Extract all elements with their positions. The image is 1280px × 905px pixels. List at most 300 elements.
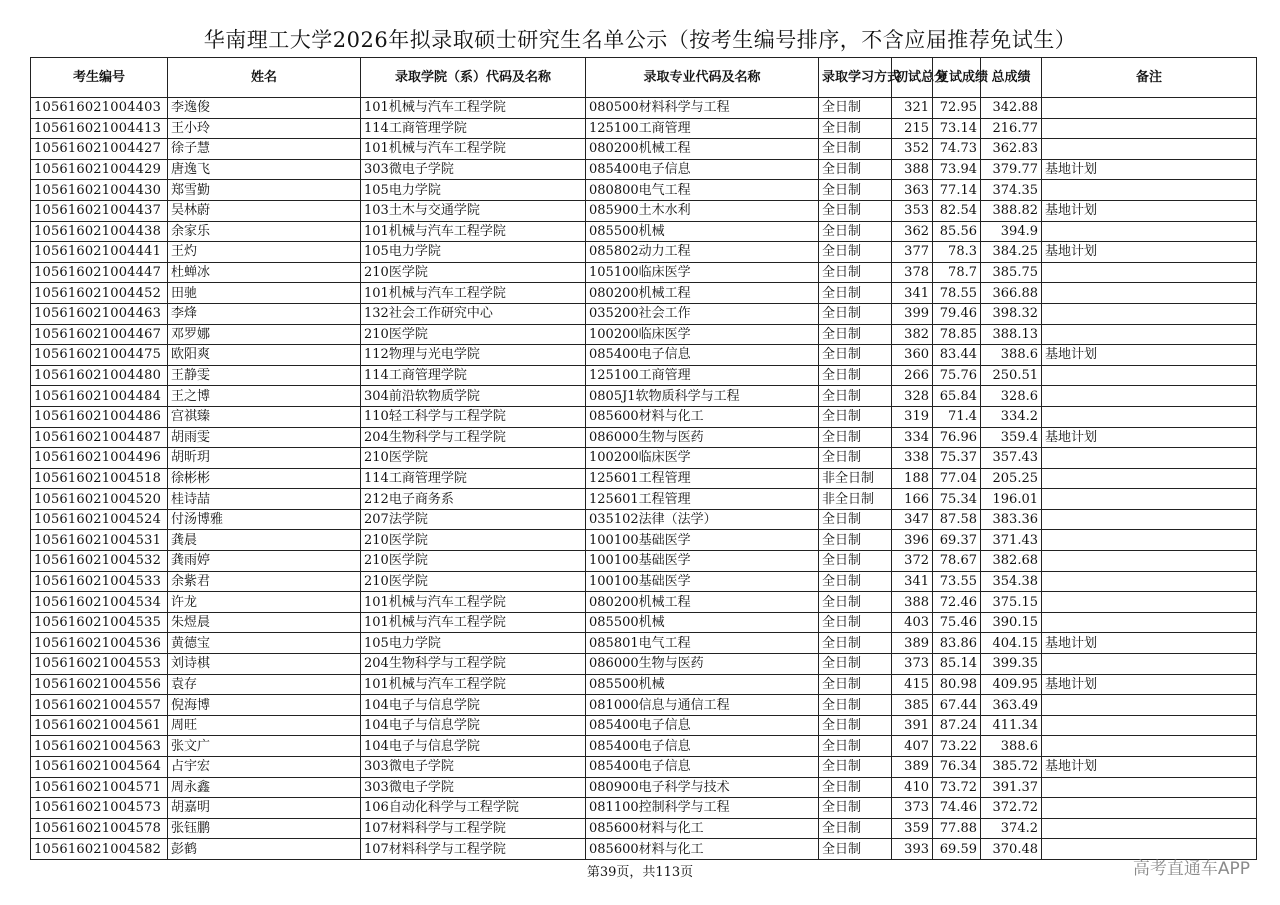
study-mode-cell: 全日制 <box>819 345 892 366</box>
college-cell: 210医学院 <box>361 262 586 283</box>
exam-id-cell: 105616021004553 <box>31 654 168 675</box>
college-cell: 210医学院 <box>361 448 586 469</box>
retest-score-cell: 77.14 <box>933 180 981 201</box>
major-cell: 086000生物与医药 <box>586 654 819 675</box>
college-cell: 303微电子学院 <box>361 757 586 778</box>
college-cell: 107材料科学与工程学院 <box>361 818 586 839</box>
exam-id-cell: 105616021004518 <box>31 468 168 489</box>
name-cell: 周旺 <box>168 715 361 736</box>
total-score-cell: 394.9 <box>981 221 1042 242</box>
name-cell: 朱煜晨 <box>168 612 361 633</box>
remarks-cell <box>1042 818 1257 839</box>
remarks-cell <box>1042 798 1257 819</box>
prelim-score-cell: 321 <box>892 98 933 119</box>
study-mode-cell: 全日制 <box>819 818 892 839</box>
study-mode-cell: 全日制 <box>819 448 892 469</box>
study-mode-cell: 全日制 <box>819 139 892 160</box>
study-mode-cell: 全日制 <box>819 633 892 654</box>
exam-id-cell: 105616021004437 <box>31 200 168 221</box>
table-row <box>31 200 1257 221</box>
prelim-score-cell: 359 <box>892 818 933 839</box>
college-cell: 105电力学院 <box>361 242 586 263</box>
remarks-cell <box>1042 777 1257 798</box>
major-cell: 081000信息与通信工程 <box>586 695 819 716</box>
study-mode-cell: 全日制 <box>819 839 892 860</box>
table-row <box>31 571 1257 592</box>
name-cell: 李逸俊 <box>168 98 361 119</box>
prelim-score-cell: 373 <box>892 654 933 675</box>
study-mode-cell: 全日制 <box>819 200 892 221</box>
retest-score-cell: 73.14 <box>933 118 981 139</box>
table-row <box>31 509 1257 530</box>
college-cell: 101机械与汽车工程学院 <box>361 612 586 633</box>
prelim-score-cell: 363 <box>892 180 933 201</box>
retest-score-cell: 82.54 <box>933 200 981 221</box>
major-cell: 085801电气工程 <box>586 633 819 654</box>
table-row <box>31 633 1257 654</box>
retest-score-cell: 78.67 <box>933 551 981 572</box>
major-cell: 085500机械 <box>586 612 819 633</box>
remarks-cell <box>1042 530 1257 551</box>
prelim-score-cell: 334 <box>892 427 933 448</box>
college-cell: 101机械与汽车工程学院 <box>361 221 586 242</box>
college-cell: 210医学院 <box>361 324 586 345</box>
major-cell: 085500机械 <box>586 221 819 242</box>
page-number: 第39页，共113页 <box>586 865 694 880</box>
table-row <box>31 98 1257 119</box>
exam-id-cell: 105616021004430 <box>31 180 168 201</box>
admission-table <box>30 57 1257 860</box>
name-cell: 宫祺臻 <box>168 406 361 427</box>
table-row <box>31 695 1257 716</box>
exam-id-cell: 105616021004557 <box>31 695 168 716</box>
college-cell: 114工商管理学院 <box>361 118 586 139</box>
major-cell: 100100基础医学 <box>586 571 819 592</box>
remarks-cell <box>1042 221 1257 242</box>
study-mode-cell: 全日制 <box>819 98 892 119</box>
exam-id-cell: 105616021004475 <box>31 345 168 366</box>
college-cell: 204生物科学与工程学院 <box>361 654 586 675</box>
table-row <box>31 777 1257 798</box>
retest-score-cell: 76.34 <box>933 757 981 778</box>
exam-id-cell: 105616021004413 <box>31 118 168 139</box>
remarks-cell <box>1042 489 1257 510</box>
study-mode-cell: 全日制 <box>819 180 892 201</box>
table-row <box>31 283 1257 304</box>
college-cell: 132社会工作研究中心 <box>361 303 586 324</box>
remarks-cell <box>1042 324 1257 345</box>
study-mode-cell: 全日制 <box>819 242 892 263</box>
study-mode-cell: 全日制 <box>819 509 892 530</box>
total-score-cell: 342.88 <box>981 98 1042 119</box>
name-cell: 徐彬彬 <box>168 468 361 489</box>
name-cell: 王灼 <box>168 242 361 263</box>
name-cell: 许龙 <box>168 592 361 613</box>
name-cell: 杜蝉冰 <box>168 262 361 283</box>
table-row <box>31 406 1257 427</box>
name-cell: 王静雯 <box>168 365 361 386</box>
prelim-score-cell: 382 <box>892 324 933 345</box>
exam-id-cell: 105616021004531 <box>31 530 168 551</box>
name-cell: 唐逸飞 <box>168 159 361 180</box>
retest-score-cell: 72.95 <box>933 98 981 119</box>
exam-id-cell: 105616021004564 <box>31 757 168 778</box>
prelim-score-cell: 188 <box>892 468 933 489</box>
name-cell: 余紫君 <box>168 571 361 592</box>
table-row <box>31 736 1257 757</box>
study-mode-cell: 非全日制 <box>819 489 892 510</box>
total-score-cell: 362.83 <box>981 139 1042 160</box>
table-row <box>31 757 1257 778</box>
remarks-cell <box>1042 283 1257 304</box>
exam-id-cell: 105616021004403 <box>31 98 168 119</box>
study-mode-cell: 全日制 <box>819 715 892 736</box>
total-score-cell: 388.6 <box>981 345 1042 366</box>
major-cell: 035102法律（法学） <box>586 509 819 530</box>
remarks-cell <box>1042 695 1257 716</box>
college-cell: 210医学院 <box>361 530 586 551</box>
remarks-cell: 基地计划 <box>1042 242 1257 263</box>
total-score-cell: 399.35 <box>981 654 1042 675</box>
major-cell: 086000生物与医药 <box>586 427 819 448</box>
table-row <box>31 551 1257 572</box>
study-mode-cell: 全日制 <box>819 118 892 139</box>
remarks-cell <box>1042 262 1257 283</box>
retest-score-cell: 83.44 <box>933 345 981 366</box>
table-row <box>31 324 1257 345</box>
prelim-score-cell: 341 <box>892 571 933 592</box>
exam-id-cell: 105616021004573 <box>31 798 168 819</box>
total-score-cell: 370.48 <box>981 839 1042 860</box>
retest-score-cell: 83.86 <box>933 633 981 654</box>
retest-score-cell: 80.98 <box>933 674 981 695</box>
retest-score-cell: 69.37 <box>933 530 981 551</box>
header-major: 录取专业代码及名称 <box>586 58 819 98</box>
table-row <box>31 448 1257 469</box>
header-retest-score: 复试成绩 <box>933 58 981 98</box>
remarks-cell: 基地计划 <box>1042 674 1257 695</box>
college-cell: 114工商管理学院 <box>361 468 586 489</box>
prelim-score-cell: 391 <box>892 715 933 736</box>
name-cell: 郑雪勤 <box>168 180 361 201</box>
major-cell: 085600材料与化工 <box>586 818 819 839</box>
name-cell: 胡嘉明 <box>168 798 361 819</box>
exam-id-cell: 105616021004480 <box>31 365 168 386</box>
major-cell: 125601工程管理 <box>586 468 819 489</box>
name-cell: 李烽 <box>168 303 361 324</box>
study-mode-cell: 全日制 <box>819 365 892 386</box>
total-score-cell: 390.15 <box>981 612 1042 633</box>
exam-id-cell: 105616021004556 <box>31 674 168 695</box>
name-cell: 胡昕玥 <box>168 448 361 469</box>
total-score-cell: 391.37 <box>981 777 1042 798</box>
table-row <box>31 427 1257 448</box>
remarks-cell <box>1042 448 1257 469</box>
table-row <box>31 386 1257 407</box>
remarks-cell: 基地计划 <box>1042 757 1257 778</box>
total-score-cell: 385.72 <box>981 757 1042 778</box>
major-cell: 085400电子信息 <box>586 757 819 778</box>
remarks-cell <box>1042 139 1257 160</box>
remarks-cell <box>1042 736 1257 757</box>
major-cell: 085600材料与化工 <box>586 839 819 860</box>
exam-id-cell: 105616021004582 <box>31 839 168 860</box>
prelim-score-cell: 319 <box>892 406 933 427</box>
major-cell: 085500机械 <box>586 674 819 695</box>
college-cell: 105电力学院 <box>361 180 586 201</box>
major-cell: 0805J1软物质科学与工程 <box>586 386 819 407</box>
college-cell: 303微电子学院 <box>361 159 586 180</box>
table-row <box>31 612 1257 633</box>
table-row <box>31 654 1257 675</box>
name-cell: 张钰鹏 <box>168 818 361 839</box>
remarks-cell <box>1042 592 1257 613</box>
total-score-cell: 385.75 <box>981 262 1042 283</box>
prelim-score-cell: 372 <box>892 551 933 572</box>
exam-id-cell: 105616021004534 <box>31 592 168 613</box>
exam-id-cell: 105616021004578 <box>31 818 168 839</box>
retest-score-cell: 73.94 <box>933 159 981 180</box>
major-cell: 080200机械工程 <box>586 283 819 304</box>
prelim-score-cell: 388 <box>892 159 933 180</box>
retest-score-cell: 67.44 <box>933 695 981 716</box>
name-cell: 刘诗棋 <box>168 654 361 675</box>
exam-id-cell: 105616021004533 <box>31 571 168 592</box>
college-cell: 101机械与汽车工程学院 <box>361 139 586 160</box>
exam-id-cell: 105616021004536 <box>31 633 168 654</box>
college-cell: 110轻工科学与工程学院 <box>361 406 586 427</box>
retest-score-cell: 76.96 <box>933 427 981 448</box>
retest-score-cell: 74.46 <box>933 798 981 819</box>
exam-id-cell: 105616021004532 <box>31 551 168 572</box>
major-cell: 085900土木水利 <box>586 200 819 221</box>
study-mode-cell: 全日制 <box>819 427 892 448</box>
total-score-cell: 411.34 <box>981 715 1042 736</box>
retest-score-cell: 65.84 <box>933 386 981 407</box>
study-mode-cell: 全日制 <box>819 324 892 345</box>
exam-id-cell: 105616021004441 <box>31 242 168 263</box>
prelim-score-cell: 378 <box>892 262 933 283</box>
name-cell: 龚雨婷 <box>168 551 361 572</box>
total-score-cell: 375.15 <box>981 592 1042 613</box>
exam-id-cell: 105616021004563 <box>31 736 168 757</box>
major-cell: 080900电子科学与技术 <box>586 777 819 798</box>
retest-score-cell: 79.46 <box>933 303 981 324</box>
exam-id-cell: 105616021004447 <box>31 262 168 283</box>
college-cell: 212电子商务系 <box>361 489 586 510</box>
retest-score-cell: 77.88 <box>933 818 981 839</box>
table-row <box>31 839 1257 860</box>
total-score-cell: 371.43 <box>981 530 1042 551</box>
remarks-cell: 基地计划 <box>1042 633 1257 654</box>
prelim-score-cell: 266 <box>892 365 933 386</box>
major-cell: 085400电子信息 <box>586 715 819 736</box>
total-score-cell: 366.88 <box>981 283 1042 304</box>
college-cell: 304前沿软物质学院 <box>361 386 586 407</box>
prelim-score-cell: 341 <box>892 283 933 304</box>
major-cell: 100100基础医学 <box>586 530 819 551</box>
name-cell: 龚晨 <box>168 530 361 551</box>
prelim-score-cell: 396 <box>892 530 933 551</box>
study-mode-cell: 全日制 <box>819 736 892 757</box>
prelim-score-cell: 399 <box>892 303 933 324</box>
retest-score-cell: 69.59 <box>933 839 981 860</box>
table-row <box>31 345 1257 366</box>
retest-score-cell: 87.24 <box>933 715 981 736</box>
total-score-cell: 196.01 <box>981 489 1042 510</box>
exam-id-cell: 105616021004484 <box>31 386 168 407</box>
prelim-score-cell: 353 <box>892 200 933 221</box>
college-cell: 104电子与信息学院 <box>361 736 586 757</box>
retest-score-cell: 75.46 <box>933 612 981 633</box>
retest-score-cell: 75.34 <box>933 489 981 510</box>
college-cell: 204生物科学与工程学院 <box>361 427 586 448</box>
exam-id-cell: 105616021004429 <box>31 159 168 180</box>
exam-id-cell: 105616021004535 <box>31 612 168 633</box>
college-cell: 107材料科学与工程学院 <box>361 839 586 860</box>
table-row <box>31 818 1257 839</box>
table-row <box>31 159 1257 180</box>
remarks-cell <box>1042 715 1257 736</box>
study-mode-cell: 全日制 <box>819 551 892 572</box>
prelim-score-cell: 388 <box>892 592 933 613</box>
name-cell: 胡雨雯 <box>168 427 361 448</box>
header-exam-id: 考生编号 <box>31 58 168 98</box>
remarks-cell <box>1042 551 1257 572</box>
remarks-cell <box>1042 303 1257 324</box>
remarks-cell: 基地计划 <box>1042 159 1257 180</box>
table-row <box>31 262 1257 283</box>
study-mode-cell: 全日制 <box>819 777 892 798</box>
name-cell: 桂诗喆 <box>168 489 361 510</box>
major-cell: 085400电子信息 <box>586 159 819 180</box>
retest-score-cell: 85.14 <box>933 654 981 675</box>
study-mode-cell: 全日制 <box>819 674 892 695</box>
study-mode-cell: 全日制 <box>819 612 892 633</box>
remarks-cell <box>1042 180 1257 201</box>
college-cell: 103土木与交通学院 <box>361 200 586 221</box>
watermark: 高考直通车APP <box>1132 859 1250 879</box>
major-cell: 100100基础医学 <box>586 551 819 572</box>
total-score-cell: 379.77 <box>981 159 1042 180</box>
exam-id-cell: 105616021004463 <box>31 303 168 324</box>
retest-score-cell: 85.56 <box>933 221 981 242</box>
study-mode-cell: 全日制 <box>819 386 892 407</box>
prelim-score-cell: 360 <box>892 345 933 366</box>
study-mode-cell: 全日制 <box>819 757 892 778</box>
remarks-cell <box>1042 98 1257 119</box>
study-mode-cell: 全日制 <box>819 654 892 675</box>
name-cell: 欧阳爽 <box>168 345 361 366</box>
total-score-cell: 404.15 <box>981 633 1042 654</box>
retest-score-cell: 73.72 <box>933 777 981 798</box>
total-score-cell: 354.38 <box>981 571 1042 592</box>
name-cell: 黄德宝 <box>168 633 361 654</box>
major-cell: 080800电气工程 <box>586 180 819 201</box>
exam-id-cell: 105616021004520 <box>31 489 168 510</box>
college-cell: 114工商管理学院 <box>361 365 586 386</box>
college-cell: 105电力学院 <box>361 633 586 654</box>
college-cell: 210医学院 <box>361 571 586 592</box>
name-cell: 王小玲 <box>168 118 361 139</box>
name-cell: 付汤博雅 <box>168 509 361 530</box>
total-score-cell: 372.72 <box>981 798 1042 819</box>
college-cell: 104电子与信息学院 <box>361 695 586 716</box>
prelim-score-cell: 215 <box>892 118 933 139</box>
remarks-cell <box>1042 406 1257 427</box>
study-mode-cell: 全日制 <box>819 406 892 427</box>
major-cell: 080500材料科学与工程 <box>586 98 819 119</box>
retest-score-cell: 75.37 <box>933 448 981 469</box>
table-row <box>31 303 1257 324</box>
document-title: 华南理工大学2026年拟录取硕士研究生名单公示（按考生编号排序，不含应届推荐免试生） <box>203 28 1077 52</box>
study-mode-cell: 全日制 <box>819 262 892 283</box>
major-cell: 080200机械工程 <box>586 139 819 160</box>
prelim-score-cell: 166 <box>892 489 933 510</box>
retest-score-cell: 75.76 <box>933 365 981 386</box>
retest-score-cell: 78.85 <box>933 324 981 345</box>
table-row <box>31 674 1257 695</box>
prelim-score-cell: 415 <box>892 674 933 695</box>
total-score-cell: 250.51 <box>981 365 1042 386</box>
name-cell: 吴林蔚 <box>168 200 361 221</box>
total-score-cell: 328.6 <box>981 386 1042 407</box>
name-cell: 邓罗娜 <box>168 324 361 345</box>
exam-id-cell: 105616021004496 <box>31 448 168 469</box>
name-cell: 徐子慧 <box>168 139 361 160</box>
prelim-score-cell: 347 <box>892 509 933 530</box>
total-score-cell: 363.49 <box>981 695 1042 716</box>
major-cell: 035200社会工作 <box>586 303 819 324</box>
prelim-score-cell: 403 <box>892 612 933 633</box>
name-cell: 余家乐 <box>168 221 361 242</box>
college-cell: 207法学院 <box>361 509 586 530</box>
total-score-cell: 388.6 <box>981 736 1042 757</box>
study-mode-cell: 全日制 <box>819 283 892 304</box>
major-cell: 100200临床医学 <box>586 448 819 469</box>
remarks-cell: 基地计划 <box>1042 200 1257 221</box>
header-total-score: 总成绩 <box>981 58 1042 98</box>
major-cell: 085802动力工程 <box>586 242 819 263</box>
total-score-cell: 384.25 <box>981 242 1042 263</box>
table-row <box>31 468 1257 489</box>
college-cell: 303微电子学院 <box>361 777 586 798</box>
retest-score-cell: 73.55 <box>933 571 981 592</box>
table-row <box>31 118 1257 139</box>
exam-id-cell: 105616021004467 <box>31 324 168 345</box>
study-mode-cell: 全日制 <box>819 303 892 324</box>
exam-id-cell: 105616021004486 <box>31 406 168 427</box>
prelim-score-cell: 393 <box>892 839 933 860</box>
table-row <box>31 221 1257 242</box>
prelim-score-cell: 377 <box>892 242 933 263</box>
exam-id-cell: 105616021004427 <box>31 139 168 160</box>
table-row <box>31 798 1257 819</box>
college-cell: 101机械与汽车工程学院 <box>361 592 586 613</box>
table-row <box>31 530 1257 551</box>
remarks-cell <box>1042 468 1257 489</box>
college-cell: 101机械与汽车工程学院 <box>361 98 586 119</box>
total-score-cell: 374.35 <box>981 180 1042 201</box>
total-score-cell: 359.4 <box>981 427 1042 448</box>
name-cell: 田驰 <box>168 283 361 304</box>
prelim-score-cell: 410 <box>892 777 933 798</box>
table-body <box>31 98 1257 860</box>
retest-score-cell: 74.73 <box>933 139 981 160</box>
table-row <box>31 180 1257 201</box>
exam-id-cell: 105616021004487 <box>31 427 168 448</box>
total-score-cell: 388.13 <box>981 324 1042 345</box>
